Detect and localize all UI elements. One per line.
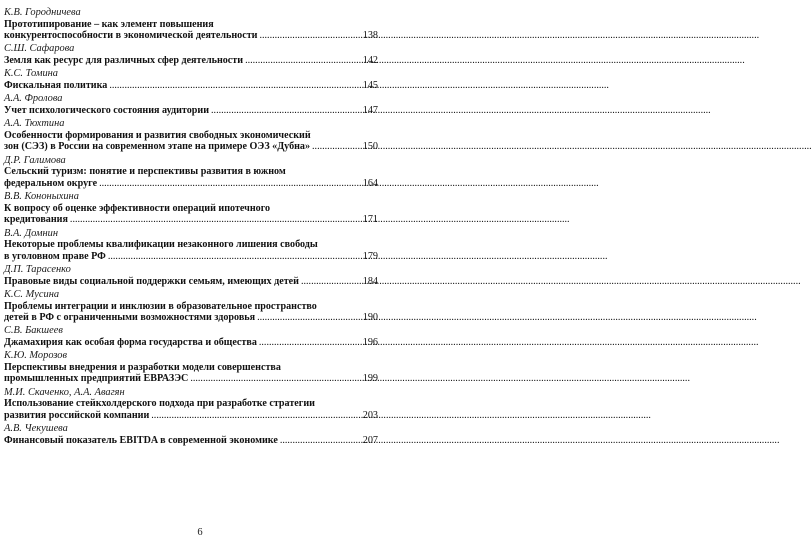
toc-entry-title-line: Учет психологического состояния аудитории bbox=[4, 105, 210, 116]
toc-entry-title-line: кредитования bbox=[4, 214, 68, 226]
toc-entry-title-row bbox=[4, 251, 378, 262]
table-of-contents bbox=[4, 7, 378, 446]
toc-entry bbox=[4, 118, 378, 152]
toc-entry-title-line: Фискальная политика bbox=[4, 80, 108, 91]
toc-entry-page: 164 bbox=[362, 177, 378, 189]
toc-entry-page: 142 bbox=[362, 55, 378, 66]
toc-entry-page: 147 bbox=[362, 105, 378, 116]
toc-entry-title-line: Особенности формирования и развития свободных экономический bbox=[4, 130, 311, 141]
dot-leader bbox=[245, 55, 361, 66]
toc-entry-author: К.В. Городничева bbox=[4, 7, 81, 18]
toc-entry-author: Д.Р. Галимова bbox=[4, 154, 66, 166]
toc-entry-author: М.И. Скаченко, А.А. Авагян bbox=[4, 386, 125, 398]
toc-entry-title-line: в уголовном праве РФ bbox=[4, 250, 106, 262]
toc-entry-title-row bbox=[4, 178, 378, 189]
toc-entry bbox=[4, 155, 378, 189]
toc-entry bbox=[4, 264, 378, 287]
dot-leader bbox=[190, 373, 360, 384]
toc-entry-author: А.А. Фролова bbox=[4, 93, 63, 105]
toc-entry-author: К.С. Томина bbox=[4, 68, 59, 80]
toc-entry bbox=[4, 423, 378, 446]
toc-entry-page: 179 bbox=[362, 250, 378, 262]
toc-entry bbox=[4, 350, 378, 384]
toc-entry-title-line: Правовые виды социальной поддержки семьям, имеющих детей bbox=[4, 275, 299, 287]
toc-entry-page: 190 bbox=[362, 312, 378, 324]
toc-entry-title-line: Проблемы интеграции и инклюзии в образовательное пространство bbox=[4, 300, 317, 312]
toc-entry-page: 138 bbox=[362, 30, 378, 41]
toc-entry bbox=[4, 191, 378, 225]
toc-entry-title-row bbox=[4, 410, 378, 421]
toc-entry bbox=[4, 68, 378, 91]
toc-entry-title-line: Джамахирия как особая форма государства и общества bbox=[4, 337, 257, 349]
toc-entry-page: 171 bbox=[362, 214, 378, 226]
dot-leader bbox=[108, 251, 361, 262]
toc-entry-author: К.Ю. Морозов bbox=[4, 350, 67, 362]
toc-entry-title-row bbox=[4, 105, 378, 116]
dot-leader bbox=[301, 276, 361, 287]
toc-entry-author: Д.П. Тарасенко bbox=[4, 264, 71, 276]
toc-entry-title-line: К вопросу об оценке эффективности операций ипотечного bbox=[4, 202, 271, 214]
toc-entry-page: 199 bbox=[362, 373, 378, 385]
toc-entry bbox=[4, 387, 378, 421]
toc-entry-title-line: промышленных предприятий ЕВРАЗЭС bbox=[4, 373, 189, 385]
toc-entry-title-line: Прототипирование – как элемент повышения bbox=[4, 18, 214, 30]
toc-entry-author: А.А. Тюхтина bbox=[4, 118, 65, 130]
toc-entry-title-line: Финансовый показатель EBITDA в современной экономике bbox=[4, 434, 278, 446]
toc-entry-author: В.В. Кононыхина bbox=[4, 191, 79, 203]
dot-leader bbox=[211, 105, 361, 116]
toc-entry-page: 184 bbox=[362, 275, 378, 287]
dot-leader bbox=[312, 141, 361, 152]
dot-leader bbox=[280, 435, 361, 446]
toc-entry-author: С.Ш. Сафарова bbox=[4, 43, 75, 55]
toc-entry-author: В.А. Домнин bbox=[4, 227, 59, 239]
toc-entry-title-row bbox=[4, 276, 378, 287]
toc-entry-title-row bbox=[4, 55, 378, 66]
toc-entry-title-line: конкурентоспособности в экономической деятельности bbox=[4, 30, 258, 41]
toc-entry bbox=[4, 93, 378, 116]
toc-entry bbox=[4, 228, 378, 262]
toc-entry-page: 150 bbox=[362, 141, 378, 153]
toc-entry-title-line: Сельский туризм: понятие и перспективы развития в южном bbox=[4, 166, 286, 178]
toc-entry bbox=[4, 7, 378, 41]
toc-entry-title-row bbox=[4, 337, 378, 348]
toc-entry-title-row bbox=[4, 373, 378, 384]
dot-leader bbox=[99, 178, 361, 189]
toc-entry-title-row bbox=[4, 214, 378, 225]
toc-entry-title-line: зон (СЭЗ) в России на современном этапе на примере ОЭЗ «Дубна» bbox=[4, 141, 311, 153]
dot-leader bbox=[259, 337, 361, 348]
toc-entry-title-line: Некоторые проблемы квалификации незаконного лишения свободы bbox=[4, 239, 318, 251]
dot-leader bbox=[259, 30, 360, 41]
toc-entry bbox=[4, 43, 378, 66]
toc-entry bbox=[4, 325, 378, 348]
dot-leader bbox=[109, 80, 360, 91]
toc-entry-author: С.В. Бакшеев bbox=[4, 325, 63, 337]
toc-entry-title-line: развития российской компании bbox=[4, 409, 150, 421]
toc-entry bbox=[4, 289, 378, 323]
toc-entry-title-row bbox=[4, 141, 378, 152]
toc-entry-title-row bbox=[4, 80, 378, 91]
toc-page bbox=[0, 0, 400, 548]
toc-entry-title-line: Перспективы внедрения и разработки модели совершенства bbox=[4, 362, 281, 374]
toc-entry-author: А.В. Чекушева bbox=[4, 423, 68, 435]
toc-entry-title-line: детей в РФ с ограниченными возможностями здоровья bbox=[4, 312, 256, 324]
toc-entry-title-row bbox=[4, 312, 378, 323]
toc-entry-page: 207 bbox=[362, 434, 378, 446]
toc-entry-title-line: федеральном округе bbox=[4, 177, 98, 189]
toc-entry-page: 203 bbox=[362, 409, 378, 421]
toc-entry-page: 196 bbox=[362, 337, 378, 349]
dot-leader bbox=[151, 410, 360, 421]
dot-leader bbox=[257, 312, 361, 323]
toc-entry-title-line: Земля как ресурс для различных сфер деятельности bbox=[4, 55, 244, 66]
toc-entry-author: К.С. Мусина bbox=[4, 289, 60, 301]
toc-entry-title-row bbox=[4, 435, 378, 446]
toc-entry-title-row bbox=[4, 30, 378, 41]
toc-entry-page: 145 bbox=[362, 80, 378, 91]
page-number: 6 bbox=[197, 527, 203, 538]
toc-entry-title-line: Использование стейкхолдерского подхода при разработке стратегии bbox=[4, 398, 315, 410]
dot-leader bbox=[70, 214, 361, 225]
